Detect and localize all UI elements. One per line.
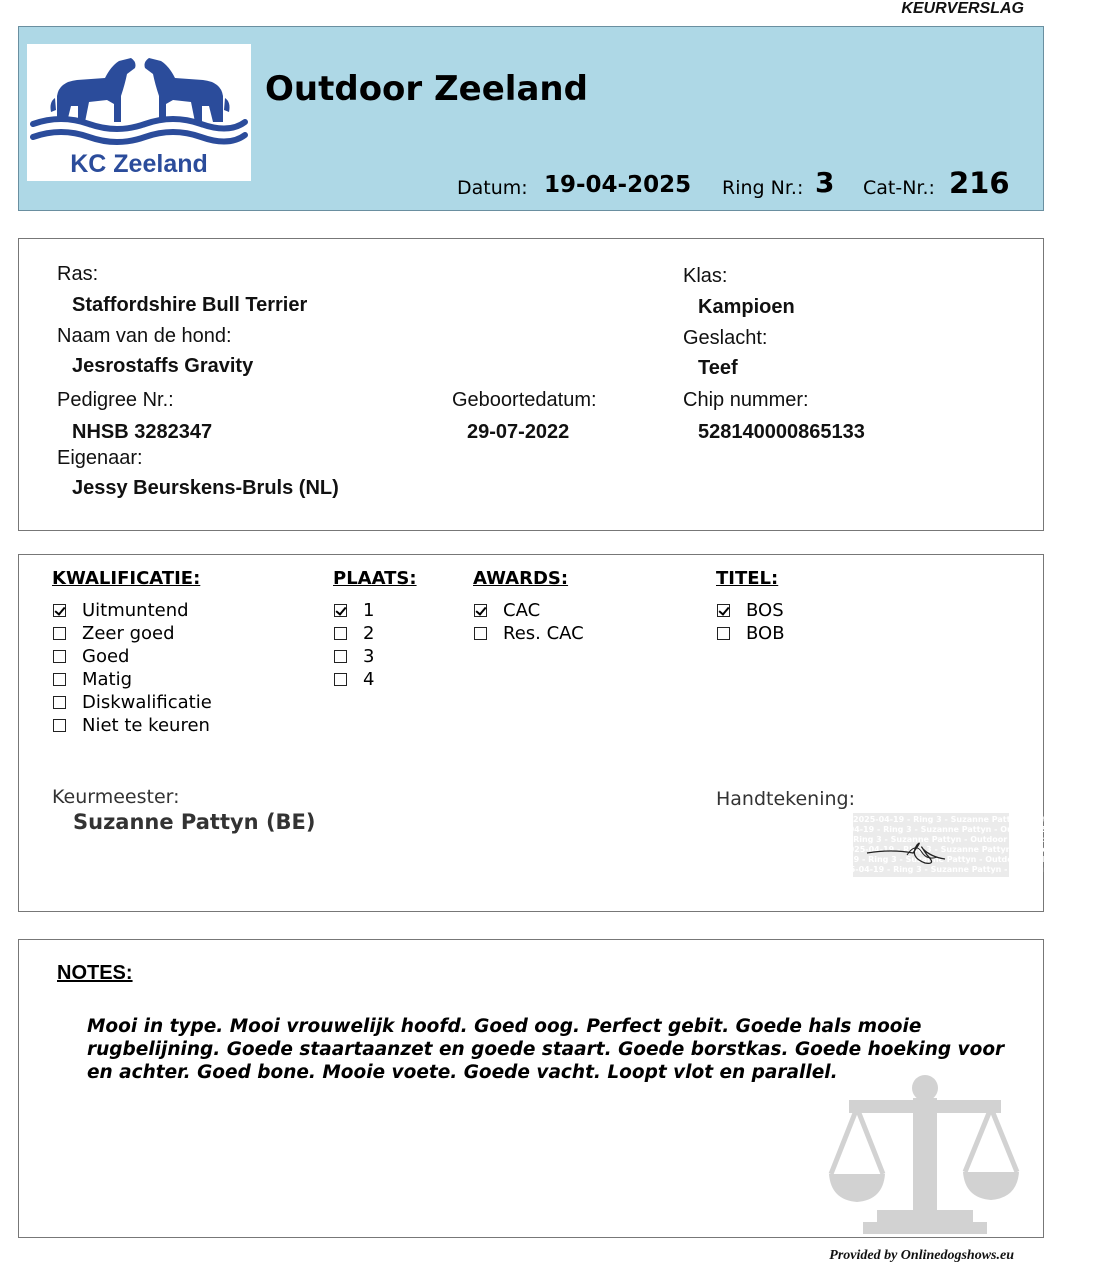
scales-watermark-icon [827,1074,1021,1234]
qualification-list [53,599,212,737]
cat-value: 216 [949,166,1010,200]
checkbox[interactable] [474,627,487,640]
checkbox-checked[interactable] [334,604,347,617]
notes-section [18,939,1044,1238]
qualification-option-label: Uitmuntend [82,600,189,621]
checkbox-checked[interactable] [717,604,730,617]
signature-image [793,813,1106,877]
signature-watermark: 2025-04-19 - Ring 3 - Suzanne Pattyn - Outdoor Zeeland [843,845,1097,854]
pedigree-label: Pedigree Nr.: [57,389,174,411]
qualification-option[interactable] [53,668,212,691]
ring-value: 3 [815,166,835,199]
qualification-option-label: Goed [82,646,130,667]
qualification-option-label: Diskwalificatie [82,692,212,713]
qualification-option[interactable] [53,599,212,622]
class-label: Klas: [683,265,728,287]
class-value: Kampioen [698,296,795,318]
checkbox[interactable] [334,650,347,663]
title-header: TITEL: [716,568,779,589]
signature-watermark: 2025-04-19 - Ring 3 - Suzanne Pattyn - Outdoor Zeeland [853,815,1106,824]
signature-label: Handtekening: [716,788,856,810]
awards-header: AWARDS: [473,568,569,589]
qualification-option-label: Niet te keuren [82,715,210,736]
judge-label: Keurmeester: [52,786,180,808]
qualification-option[interactable] [53,714,212,737]
show-header [18,26,1044,211]
place-header: PLAATS: [333,568,417,589]
place-option-label: 3 [363,646,375,667]
checkbox-checked[interactable] [474,604,487,617]
dog-info-section [18,238,1044,531]
checkbox[interactable] [717,627,730,640]
show-title: Outdoor Zeeland [265,69,588,109]
chip-value: 528140000865133 [698,421,865,443]
qualification-option[interactable] [53,622,212,645]
checkbox[interactable] [53,673,66,686]
dog-name-label: Naam van de hond: [57,325,232,347]
breed-value: Staffordshire Bull Terrier [72,294,308,316]
place-option-label: 4 [363,669,375,690]
club-logo [27,44,251,181]
qualification-option[interactable] [53,645,212,668]
notes-header: NOTES: [57,962,133,984]
signature-watermark: 2025-04-19 - Ring 3 - Suzanne Pattyn - Outdoor Zeeland [823,825,1077,834]
dog-name-value: Jesrostaffs Gravity [72,355,254,377]
pedigree-value: NHSB 3282347 [72,421,213,443]
checkbox[interactable] [53,650,66,663]
document-type-label: KEURVERSLAG [901,0,1024,17]
checkbox[interactable] [334,627,347,640]
awards-list [474,599,584,645]
notes-text: Mooi in type. Mooi vrouwelijk hoofd. Goed oog. Perfect gebit. Goede hals mooie rugbelijning. Goede staartaanzet en goede staart. Goede borstkas. Goede hoeking voor en achter. Goed bone. Mooie voete. Goede vacht. Loopt vlot en parallel. [87,1016,1005,1083]
qualification-option-label: Zeer goed [82,623,175,644]
qualification-option[interactable] [53,691,212,714]
owner-label: Eigenaar: [57,447,143,469]
titles-list [717,599,785,645]
title-option[interactable] [717,622,785,645]
breed-label: Ras: [57,263,99,285]
sex-label: Geslacht: [683,327,768,349]
logo-text: KC Zeeland [70,150,208,178]
results-section [18,554,1106,912]
sex-value: Teef [698,357,738,379]
qualification-header: KWALIFICATIE: [52,568,201,589]
checkbox[interactable] [53,627,66,640]
award-option[interactable] [474,599,584,622]
award-option[interactable] [474,622,584,645]
signature-scribble-icon [853,813,1009,877]
place-option[interactable] [334,668,374,691]
checkbox[interactable] [334,673,347,686]
date-value: 19-04-2025 [544,172,692,198]
signature-watermark: 2025-04-19 - Ring 3 - Suzanne Pattyn - Outdoor Zeeland [808,855,1062,864]
date-label: Datum: [457,177,528,199]
place-option-label: 1 [363,600,375,621]
ring-label: Ring Nr.: [722,177,804,199]
birthdate-label: Geboortedatum: [452,389,597,411]
place-option[interactable] [334,645,374,668]
checkbox[interactable] [53,719,66,732]
award-option-label: CAC [503,600,541,621]
place-option[interactable] [334,599,374,622]
place-option[interactable] [334,622,374,645]
cat-label: Cat-Nr.: [863,177,935,199]
chip-label: Chip nummer: [683,389,809,411]
award-option-label: Res. CAC [503,623,584,644]
signature-watermark: 2025-04-19 - Ring 3 - Suzanne Pattyn - Outdoor Zeeland [793,835,1047,844]
title-option[interactable] [717,599,785,622]
owner-value: Jessy Beurskens-Bruls (NL) [72,477,339,499]
title-option-label: BOS [746,600,784,621]
signature-watermark: 2025-04-19 - Ring 3 - Suzanne Pattyn - Outdoor Zeeland [833,865,1087,874]
qualification-option-label: Matig [82,669,133,690]
title-option-label: BOB [746,623,785,644]
dogs-waves-icon [27,44,251,154]
judge-name: Suzanne Pattyn (BE) [73,810,316,834]
footer-credit: Provided by Onlinedogshows.eu [829,1248,1014,1263]
checkbox-checked[interactable] [53,604,66,617]
place-list [334,599,374,691]
place-option-label: 2 [363,623,375,644]
birthdate-value: 29-07-2022 [467,421,570,443]
checkbox[interactable] [53,696,66,709]
